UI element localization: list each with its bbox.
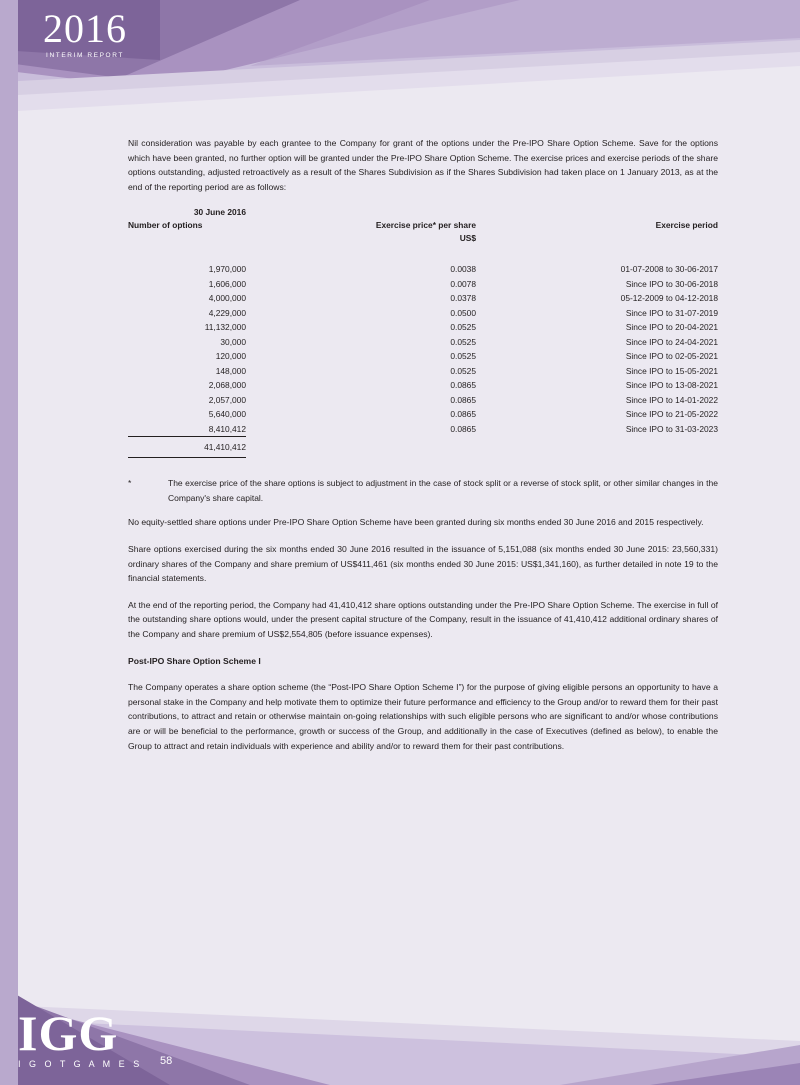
table-row — [128, 422, 718, 437]
cell-period: 01-07-2008 to 30-06-2017 — [620, 264, 718, 275]
cell-period: Since IPO to 31-03-2023 — [625, 424, 718, 435]
spacer — [128, 505, 718, 515]
currency-label: US$ — [459, 233, 476, 244]
cell-number: 1,970,000 — [208, 264, 246, 275]
cell-period: Since IPO to 24-04-2021 — [625, 336, 718, 347]
cell-period: 05-12-2009 to 04-12-2018 — [620, 293, 718, 304]
column-header-price: Exercise price* per share — [375, 220, 476, 231]
cell-price: 0.0038 — [450, 264, 476, 275]
cell-number: 5,640,000 — [208, 409, 246, 420]
cell-number: 30,000 — [220, 336, 246, 347]
footnote-text: The exercise price of the share options is subject to adjustment in the case of stock split or a reverse of stock split, or other similar changes in the Company's share capital. — [168, 478, 718, 503]
report-label: INTERIM REPORT — [46, 52, 124, 59]
cell-period: Since IPO to 02-05-2021 — [625, 351, 718, 362]
total-blank-2 — [476, 437, 718, 458]
cell-price: 0.0378 — [450, 293, 476, 304]
cell-number: 4,229,000 — [208, 307, 246, 318]
footnote — [128, 476, 718, 505]
logo-tagline: I G O T G A M E S — [18, 1059, 143, 1069]
cell-number: 120,000 — [215, 351, 246, 362]
left-decorative-rail — [0, 0, 18, 1085]
paragraph-no-equity-settled: No equity-settled share options under Pre-IPO Share Option Scheme have been granted during six months ended 30 June 2016 and 2015 respectively. — [128, 517, 704, 528]
cell-number: 2,068,000 — [208, 380, 246, 391]
cell-period: Since IPO to 15-05-2021 — [625, 365, 718, 376]
table-row — [128, 349, 718, 364]
report-year-block — [30, 8, 140, 59]
cell-number: 8,410,412 — [128, 422, 246, 437]
table-spacer-row — [128, 245, 718, 262]
column-header-period: Exercise period — [655, 220, 718, 231]
cell-price: 0.0500 — [450, 307, 476, 318]
table-total-row — [128, 437, 718, 458]
total-blank-1 — [246, 437, 476, 458]
cell-price: 0.0525 — [450, 365, 476, 376]
cell-number: 11,132,000 — [204, 322, 246, 333]
cell-price: 0.0078 — [450, 278, 476, 289]
document-content — [128, 136, 718, 753]
section-heading-post-ipo: Post-IPO Share Option Scheme I — [128, 655, 261, 666]
cell-price: 0.0525 — [450, 336, 476, 347]
logo-text: IGG — [18, 1005, 119, 1061]
table-row — [128, 407, 718, 422]
table-column-header-row — [128, 219, 718, 232]
cell-price: 0.0865 — [450, 409, 476, 420]
report-year: 2016 — [43, 6, 127, 51]
company-logo — [18, 1005, 143, 1069]
cell-price: 0.0525 — [450, 322, 476, 333]
table-row — [128, 306, 718, 321]
currency-blank-2 — [476, 232, 718, 245]
table-row — [128, 393, 718, 408]
cell-period: Since IPO to 20-04-2021 — [625, 322, 718, 333]
table-row — [128, 335, 718, 350]
paragraph-share-options-exercised: Share options exercised during the six months ended 30 June 2016 resulted in the issuance of 5,151,088 (six months ended 30 June 2015: 23,560,331) ordinary shares of the Company and share premium of US$411,461 (six months ended 30 June 2015: US$1,341,160), as further detailed in note 19 to the financial statements. — [128, 543, 718, 584]
currency-blank-1 — [128, 232, 246, 245]
table-row — [128, 378, 718, 393]
cell-number: 1,606,000 — [208, 278, 246, 289]
page-number: 58 — [160, 1055, 173, 1067]
paragraph-intro: Nil consideration was payable by each grantee to the Company for grant of the options under the Pre-IPO Share Option Scheme. Save for the options which have been granted, no further option will be granted under the Pre-IPO Share Option Scheme. The exercise prices and exercise periods of the share options outstanding, adjusted retroactively as a result of the Shares Subdivision as if the Shares Subdivision had taken place on 1 January 2013, as at the end of the reporting period are as follows: — [128, 138, 718, 192]
table-row — [128, 277, 718, 292]
cell-period: Since IPO to 21-05-2022 — [625, 409, 718, 420]
cell-price: 0.0525 — [450, 351, 476, 362]
cell-period: Since IPO to 31-07-2019 — [625, 307, 718, 318]
paragraph-outstanding-options: At the end of the reporting period, the Company had 41,410,412 share options outstanding under the Pre-IPO Share Option Scheme. The exercise in full of the outstanding share options would, under the present capital structure of the Company, result in the issuance of 41,410,412 additional ordinary shares of the Company and share premium of US$2,554,805 (before issuance expenses). — [128, 599, 718, 639]
cell-number: 4,000,000 — [208, 293, 246, 304]
table-blank-cell-2 — [476, 206, 718, 219]
footnote-marker: * — [128, 478, 132, 489]
cell-price: 0.0865 — [450, 394, 476, 405]
table-row — [128, 320, 718, 335]
table-date-header: 30 June 2016 — [193, 207, 246, 218]
cell-period: Since IPO to 13-08-2021 — [625, 380, 718, 391]
cell-price: 0.0865 — [450, 380, 476, 391]
table-blank-cell-1 — [246, 206, 476, 219]
cell-number: 2,057,000 — [208, 394, 246, 405]
column-header-number: Number of options — [128, 220, 203, 231]
share-options-table — [128, 206, 718, 458]
table-row — [128, 262, 718, 277]
table-row — [128, 291, 718, 306]
table-row — [128, 364, 718, 379]
cell-number: 148,000 — [215, 365, 246, 376]
cell-period: Since IPO to 14-01-2022 — [625, 394, 718, 405]
cell-period: Since IPO to 30-06-2018 — [625, 278, 718, 289]
cell-price: 0.0865 — [450, 424, 476, 435]
cell-total: 41,410,412 — [128, 437, 246, 458]
table-date-header-row — [128, 206, 718, 219]
paragraph-scheme-purpose: The Company operates a share option scheme (the “Post-IPO Share Option Scheme I”) for the purpose of giving eligible persons an opportunity to have a personal stake in the Company and help motivate them to optimize their future performance and efficiency to the Group and/or to reward them for their past contributions, to attract and retain or otherwise maintain on-going relationships with such eligible persons who are significant to and/or whose contributions are or will be beneficial to the performance, growth or success of the Group, and additionally in the case of Executives (defined as below), to enable the Group to attract and retain individuals with experience and ability and/or to reward them for their past contributions. — [128, 682, 718, 751]
table-currency-row — [128, 232, 718, 245]
